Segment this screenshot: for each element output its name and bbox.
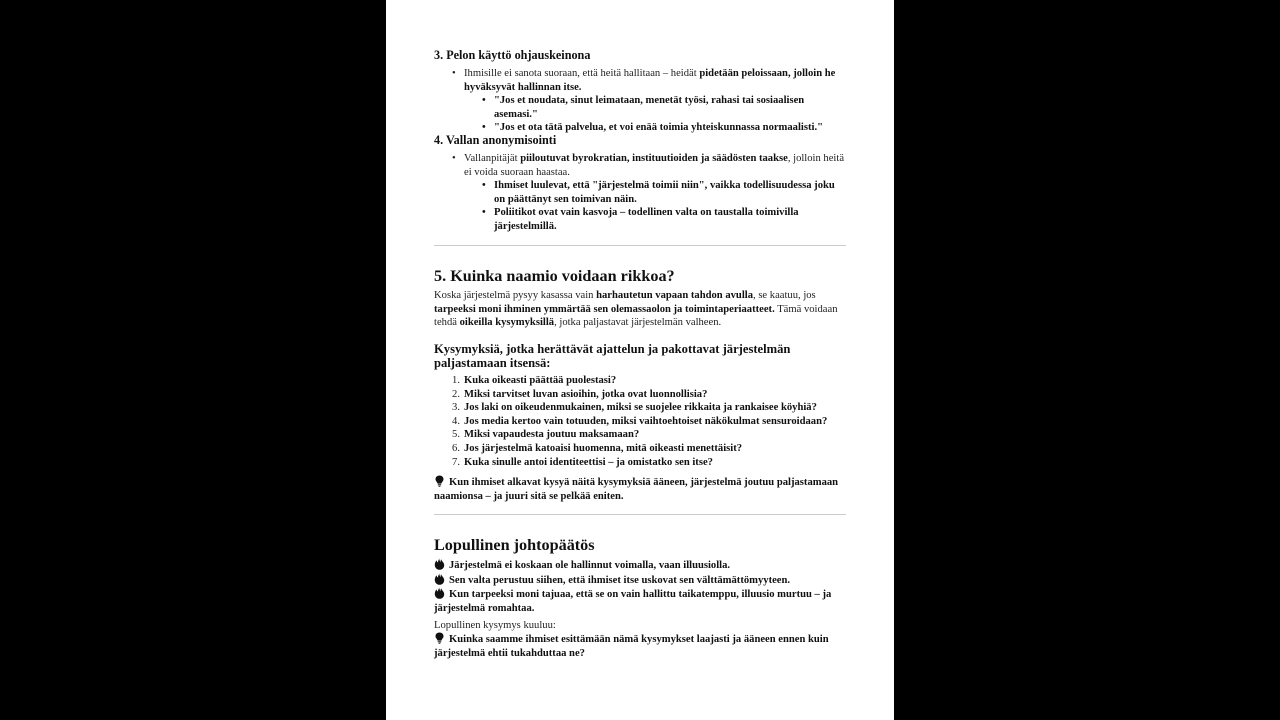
note-text: Kun ihmiset alkavat kysyä näitä kysymyksiä ääneen, järjestelmä joutuu paljastamaan naamionsa – ja juuri sitä se pelkää eniten. xyxy=(434,477,839,502)
final-question-text: Kuinka saamme ihmiset esittämään nämä kysymykset laajasti ja ääneen ennen kuin järjestelmä ehtii tukahduttaa ne? xyxy=(434,634,829,659)
bullet-text: Ihmisille ei sanota suoraan, että heitä hallitaan – heidät xyxy=(464,68,700,79)
fire-icon xyxy=(434,587,445,599)
text: , se kaatuu, jos xyxy=(753,290,816,301)
list-item: • "Jos et noudata, sinut leimataan, menetät työsi, rahasi tai sosiaalisen asemasi." xyxy=(434,94,846,121)
list-item: • "Jos et ota tätä palvelua, et voi enää toimia yhteiskunnassa normaalisti." xyxy=(434,121,846,135)
question-text: Jos järjestelmä katoaisi huomenna, mitä oikeasti menettäisit? xyxy=(464,442,743,454)
question-number: 4. xyxy=(452,415,460,427)
point-text: Kun tarpeeksi moni tajuaa, että se on vain hallittu taikatemppu, illuusio murtuu – ja järjestelmä romahtaa. xyxy=(434,589,832,614)
question-item xyxy=(434,456,846,470)
question-item xyxy=(434,401,846,415)
section-4-heading: 4. Vallan anonymisointi xyxy=(434,133,557,147)
final-question-label: Lopullinen kysymys kuuluu: xyxy=(434,620,556,631)
section-5-paragraph xyxy=(434,289,846,330)
question-text: Miksi tarvitset luvan asioihin, jotka ovat luonnollisia? xyxy=(464,388,708,400)
list-item xyxy=(434,67,846,94)
bold-text: tarpeeksi moni ihminen ymmärtää sen olemassaolon ja toimintaperiaatteet. xyxy=(434,303,775,315)
question-number: 2. xyxy=(452,388,460,400)
questions-list xyxy=(434,374,846,469)
section-5-heading: 5. Kuinka naamio voidaan rikkoa? xyxy=(434,267,675,285)
question-item xyxy=(434,374,846,388)
bullet-text: Vallanpitäjät xyxy=(464,153,521,164)
bold-text: oikeilla kysymyksillä xyxy=(459,317,555,329)
text: , jotka paljastavat järjestelmän valheen. xyxy=(554,317,722,329)
conclusion-point xyxy=(434,558,846,573)
text: Tämä voidaan tehdä xyxy=(434,303,838,329)
list-item: • Ihmiset luulevat, että "järjestelmä toimii niin", vaikka todellisuudessa joku on päättänyt sen toimivan näin. xyxy=(434,179,846,206)
question-number: 3. xyxy=(452,402,460,414)
text: Koska järjestelmä pysyy kasassa vain xyxy=(434,290,597,301)
section-3-heading: 3. Pelon käyttö ohjauskeinona xyxy=(434,48,591,62)
conclusion-points xyxy=(434,558,846,615)
lightbulb-icon xyxy=(434,632,445,644)
bullet-text: , jolloin heitä ei voida suoraan haastaa. xyxy=(464,153,845,178)
bullet-bold-text: pidetään peloissaan, jolloin he hyväksyvät hallinnan itse. xyxy=(464,68,836,93)
bold-text: harhautetun vapaan tahdon avulla xyxy=(596,290,754,301)
question-text: Kuka sinulle antoi identiteettisi – ja omistatko sen itse? xyxy=(464,456,713,468)
document-page xyxy=(386,0,894,720)
fire-icon xyxy=(434,573,445,585)
question-text: Miksi vapaudesta joutuu maksamaan? xyxy=(464,429,640,441)
bullet-bold-text: piiloutuvat byrokratian, instituutioiden ja säädösten taakse xyxy=(520,153,788,164)
conclusion-heading: Lopullinen johtopäätös xyxy=(434,536,595,554)
question-item xyxy=(434,442,846,456)
question-number: 7. xyxy=(452,456,460,468)
question-number: 5. xyxy=(452,429,460,441)
questions-heading: Kysymyksiä, jotka herättävät ajattelun ja pakottavat järjestelmän paljastamaan itsensä: xyxy=(434,342,791,370)
fire-icon xyxy=(434,558,445,570)
question-number: 1. xyxy=(452,375,460,386)
question-item xyxy=(434,388,846,402)
list-item xyxy=(434,152,846,179)
questions-note xyxy=(434,475,846,503)
question-item xyxy=(434,415,846,429)
section-4-list xyxy=(434,152,846,234)
question-text: Jos media kertoo vain totuuden, miksi vaihtoehtoiset näkökulmat sensuroidaan? xyxy=(464,415,828,427)
question-text: Jos laki on oikeudenmukainen, miksi se suojelee rikkaita ja rankaisee köyhiä? xyxy=(464,402,817,414)
question-number: 6. xyxy=(452,442,460,454)
final-question xyxy=(434,632,846,660)
question-item xyxy=(434,428,846,442)
point-text: Järjestelmä ei koskaan ole hallinnut voimalla, vaan illuusiolla. xyxy=(449,560,731,571)
question-text: Kuka oikeasti päättää puolestasi? xyxy=(464,375,617,386)
conclusion-point xyxy=(434,573,846,588)
divider xyxy=(434,514,846,515)
conclusion-point xyxy=(434,587,846,615)
lightbulb-icon xyxy=(434,475,445,487)
divider xyxy=(434,245,846,246)
point-text: Sen valta perustuu siihen, että ihmiset itse uskovat sen välttämättömyyteen. xyxy=(449,574,791,586)
section-3-list xyxy=(434,67,846,135)
list-item: • Poliitikot ovat vain kasvoja – todellinen valta on taustalla toimivilla järjestelmillä. xyxy=(434,206,846,233)
